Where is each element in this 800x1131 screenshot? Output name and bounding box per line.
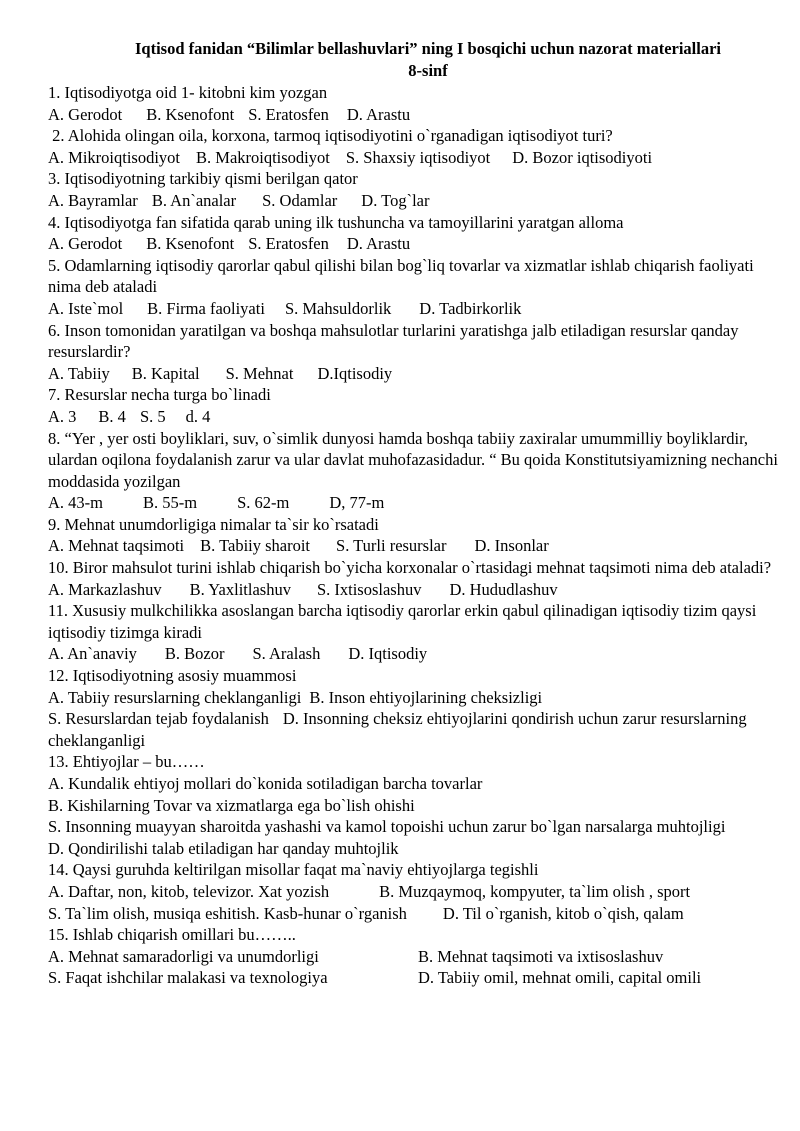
option-9d: D. Insonlar (474, 536, 549, 556)
option-12c: S. Resurslardan tejab foydalanish (48, 709, 269, 729)
option-13a: A. Kundalik ehtiyoj mollari do`konida sotiladigan barcha tovarlar (48, 774, 483, 793)
option-4b: B. Ksenofont (146, 234, 235, 254)
option-11b: B. Bozor (164, 644, 225, 664)
option-6c: S. Mehnat (225, 363, 294, 383)
options-8 (48, 492, 780, 514)
option-2c: S. Shaxsiy iqtisodiyot (345, 147, 491, 167)
option-11d: D. Iqtisodiy (348, 644, 428, 664)
option-15c: S. Faqat ishchilar malakasi va texnologiya (48, 968, 328, 988)
question-15: 15. Ishlab chiqarish omillari bu…….. (48, 925, 296, 945)
option-12b: B. Inson ehtiyojlarining cheksizligi (309, 687, 543, 707)
option-13b: B. Kishilarning Tovar va xizmatlarga ega bo`lish ohishi (48, 795, 415, 815)
document-title: Iqtisod fanidan “Bilimlar bellashuvlari” ning I bosqichi uchun nazorat materiallari (135, 39, 721, 58)
document-page (48, 38, 780, 989)
option-13d: D. Qondirilishi talab etiladigan har qanday muhtojlik (48, 838, 399, 858)
question-7: 7. Resurslar necha turga bo`linadi (48, 385, 271, 405)
options-11 (48, 643, 780, 665)
options-9 (48, 535, 780, 557)
option-10a: A. Markazlashuv (48, 579, 162, 599)
option-6d: D.Iqtisodiy (317, 363, 393, 383)
option-8b: B. 55-m (143, 493, 198, 513)
option-15b: B. Mehnat taqsimoti va ixtisoslashuv (418, 946, 664, 966)
question-5: 5. Odamlarning iqtisodiy qarorlar qabul qilishi bilan bog`liq tovarlar va xizmatlar ishlab chiqarish faoliyati nima deb ataladi (48, 255, 754, 297)
option-6a: A. Tabiiy (48, 363, 110, 383)
option-13c: S. Insonning muayyan sharoitda yashashi va kamol topoishi uchun zarur bo`lgan narsalarga muhtojligi (48, 817, 726, 837)
option-14a: A. Daftar, non, kitob, televizor. Xat yozish (48, 881, 330, 901)
question-3: 3. Iqtisodiyotning tarkibiy qismi berilgan qator (48, 169, 358, 189)
option-5c: S. Mahsuldorlik (284, 298, 392, 318)
option-7b: B. 4 (98, 406, 126, 426)
option-10c: S. Ixtisoslashuv (316, 579, 422, 599)
option-5b: B. Firma faoliyati (147, 298, 265, 318)
option-1c: S. Eratosfen (248, 104, 329, 124)
options-6 (48, 363, 780, 385)
question-10: 10. Biror mahsulot turini ishlab chiqarish bo`yicha korxonalar o`rtasidagi mehnat taqsimoti nima deb ataladi? (48, 558, 772, 578)
question-14: 14. Qaysi guruhda keltirilgan misollar faqat ma`naviy ehtiyojlarga tegishli (48, 860, 539, 880)
options-15-row2 (48, 967, 780, 989)
option-3a: A. Bayramlar (48, 190, 138, 210)
options-14-row2 (48, 903, 780, 925)
options-12-row2 (48, 708, 780, 751)
option-14d: D. Til o`rganish, kitob o`qish, qalam (442, 903, 684, 923)
option-5a: A. Iste`mol (48, 298, 124, 318)
option-14b: B. Muzqaymoq, kompyuter, ta`lim olish , sport (379, 881, 691, 901)
question-12: 12. Iqtisodiyotning asosiy muammosi (48, 666, 297, 686)
options-15-row1 (48, 946, 780, 968)
option-9a: A. Mehnat taqsimoti (48, 536, 185, 556)
option-8a: A. 43-m (48, 493, 103, 513)
option-4d: D. Arastu (346, 234, 411, 254)
options-14-row1 (48, 881, 780, 903)
options-5 (48, 298, 780, 320)
option-10b: B. Yaxlitlashuv (189, 579, 291, 599)
option-14c: S. Ta`lim olish, musiqa eshitish. Kasb-hunar o`rganish (48, 903, 407, 923)
option-6b: B. Kapital (131, 363, 200, 383)
options-7 (48, 406, 780, 428)
option-15a: A. Mehnat samaradorligi va unumdorligi (48, 946, 319, 966)
option-11a: A. An`anaviy (48, 644, 137, 664)
option-12d: D. Insonning cheksiz ehtiyojlarini qondirish uchun zarur resurslarning cheklanganligi (48, 709, 747, 750)
option-2b: B. Makroiqtisodiyot (196, 147, 330, 167)
option-9c: S. Turli resurslar (336, 536, 447, 556)
option-4a: A. Gerodot (48, 234, 123, 254)
options-3 (48, 190, 780, 212)
option-1d: D. Arastu (346, 104, 411, 124)
option-1b: B. Ksenofont (146, 104, 235, 124)
options-12-row1 (48, 687, 780, 709)
question-1: 1. Iqtisodiyotga oid 1- kitobni kim yozgan (48, 83, 328, 102)
option-2d: D. Bozor iqtisodiyoti (512, 147, 653, 167)
option-1a: A. Gerodot (48, 104, 123, 124)
question-11: 11. Xususiy mulkchilikka asoslangan barcha iqtisodiy qarorlar erkin qabul qilinadigan iqtisodiy tizim qaysi iqtisodiy tizimga kiradi (48, 601, 757, 642)
option-12a: A. Tabiiy resurslarning cheklanganligi (48, 687, 302, 707)
option-2a: A. Mikroiqtisodiyot (48, 147, 181, 167)
question-13: 13. Ehtiyojlar – bu…… (48, 752, 205, 772)
question-2: 2. Alohida olingan oila, korxona, tarmoq iqtisodiyotini o`rganadigan iqtisodiyot turi? (48, 126, 613, 146)
options-1 (48, 104, 780, 126)
option-8d: D, 77-m (329, 493, 385, 513)
option-3b: B. An`analar (151, 190, 237, 210)
question-6: 6. Inson tomonidan yaratilgan va boshqa mahsulotlar turlarini yaratishga jalb etiladigan resurslar qanday resurslardir? (48, 320, 739, 362)
option-5d: D. Tadbirkorlik (419, 298, 522, 318)
option-3c: S. Odamlar (262, 190, 338, 210)
options-10 (48, 579, 780, 601)
option-7d: d. 4 (185, 406, 211, 426)
option-4c: S. Eratosfen (248, 234, 329, 254)
option-15d: D. Tabiiy omil, mehnat omili, capital omili (418, 968, 702, 988)
grade-label: 8-sinf (408, 61, 448, 80)
question-8: 8. “Yer , yer osti boyliklari, suv, o`simlik dunyosi hamda boshqa tabiiy zaxiralar umummilliy boyliklardir, ulardan oqilona foydalanish zarur va ular davlat muhofazasidadur. “ Bu qoida Konstitutsiyamizning nechanchi moddasida yozilgan (48, 428, 778, 491)
options-4 (48, 233, 780, 255)
question-4: 4. Iqtisodiyotga fan sifatida qarab uning ilk tushuncha va tamoyillarini yaratgan alloma (48, 212, 624, 232)
question-9: 9. Mehnat unumdorligiga nimalar ta`sir ko`rsatadi (48, 514, 379, 534)
option-9b: B. Tabiiy sharoit (200, 536, 311, 556)
option-11c: S. Aralash (252, 644, 321, 664)
option-8c: S. 62-m (237, 493, 290, 513)
options-2 (48, 147, 780, 169)
option-7a: A. 3 (48, 406, 77, 426)
option-10d: D. Hududlashuv (449, 579, 558, 599)
option-7c: S. 5 (139, 406, 166, 426)
option-3d: D. Tog`lar (361, 190, 430, 210)
